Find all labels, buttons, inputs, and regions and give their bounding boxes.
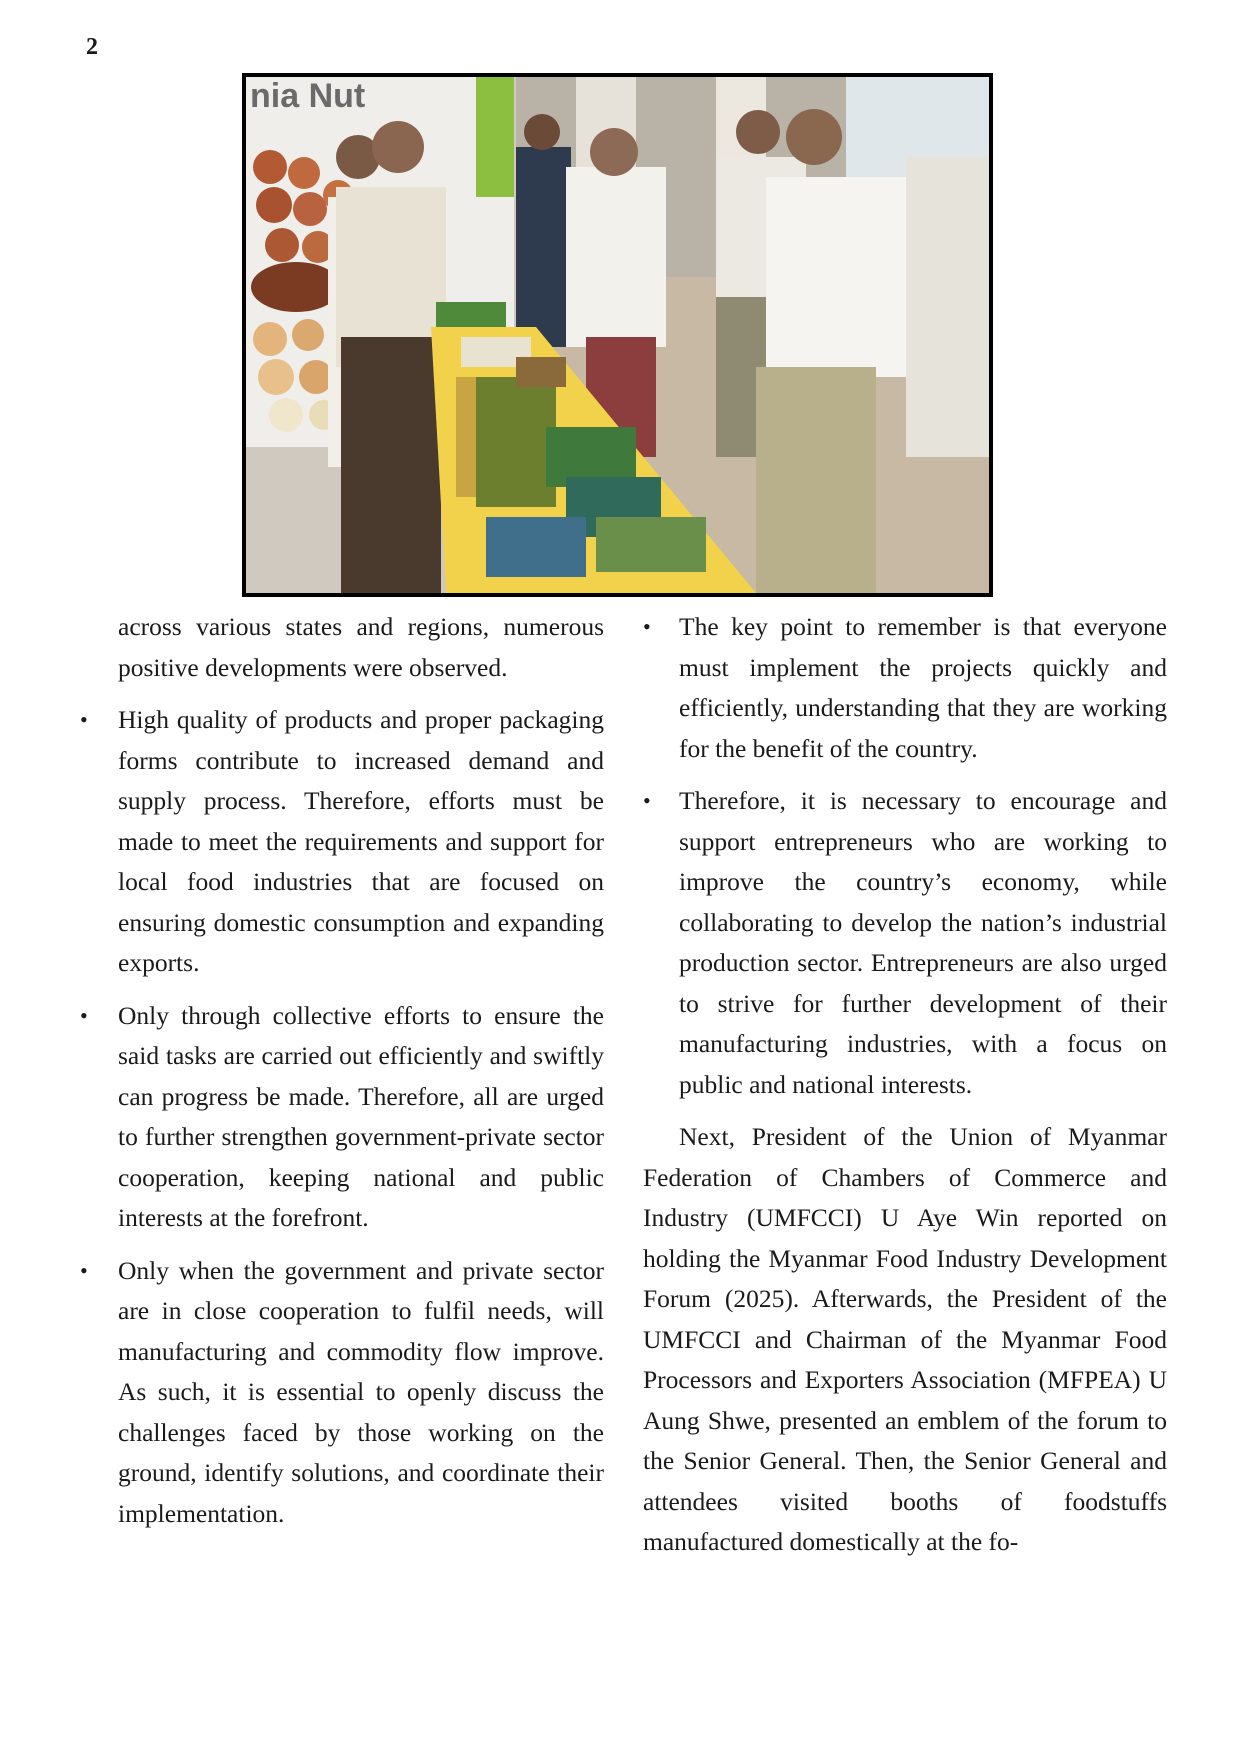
photo-illustration bbox=[246, 77, 989, 593]
right-bullet-list bbox=[643, 607, 1167, 1105]
right-column bbox=[643, 607, 1167, 1575]
bullet-item bbox=[643, 781, 1167, 1105]
bullet-text: Therefore, it is necessary to encourage and support entrepreneurs who are working to improve the country’s economy, while collaborating to develop the nation’s industrial production sector. Entrepreneurs are also urged to strive for further development of their manufacturing industries, with a focus on public and national interests. bbox=[679, 786, 1167, 1099]
bullet-text: High quality of products and proper packaging forms contribute to increased demand and supply process. Therefore, efforts must be made to meet the requirements and support for local food industries that are focused on ensuring domestic consumption and expanding exports. bbox=[118, 705, 604, 977]
bullet-item bbox=[80, 1251, 604, 1535]
news-photo bbox=[242, 73, 993, 597]
left-column bbox=[80, 607, 604, 1546]
page-number: 2 bbox=[86, 34, 98, 60]
bullet-icon: • bbox=[643, 614, 651, 639]
bullet-item bbox=[643, 607, 1167, 769]
banner-text: nia Nut bbox=[250, 77, 366, 115]
bullet-item bbox=[80, 700, 604, 984]
bullet-text: Only when the government and private sector are in close cooperation to fulfil needs, will manufacturing and commodity flow improve. As such, it is essential to openly discuss the challenges faced by those working on the ground, identify solutions, and coordinate their implementation. bbox=[118, 1255, 604, 1528]
bullet-item bbox=[80, 996, 604, 1239]
continuation-paragraph: across various states and regions, numerous positive developments were observed. bbox=[118, 612, 604, 682]
bullet-icon: • bbox=[643, 788, 651, 813]
left-bullet-list bbox=[80, 700, 604, 1534]
bullet-text: Only through collective efforts to ensure the said tasks are carried out efficiently and swiftly can progress be made. Therefore, all are urged to further strengthen government-private sector cooperation, keeping national and public interests at the forefront. bbox=[118, 1000, 604, 1232]
bullet-text: The key point to remember is that everyone must implement the projects quickly and efficiently, understanding that they are working for the benefit of the country. bbox=[679, 612, 1167, 763]
body-paragraph: Next, President of the Union of Myanmar Federation of Chambers of Commerce and Industry (UMFCCI) U Aye Win reported on holding the Myanmar Food Industry Development Forum (2025). Afterwards, the President of the UMFCCI and Chairman of the Myanmar Food Processors and Exporters Association (MFPEA) U Aung Shwe, presented an emblem of the forum to the Senior General. Then, the Senior General and attendees visited booths of foodstuffs manufactured domestically at the fo- bbox=[643, 1122, 1167, 1556]
bullet-icon: • bbox=[80, 1257, 88, 1283]
bullet-icon: • bbox=[80, 1002, 88, 1028]
bullet-icon: • bbox=[80, 707, 88, 732]
